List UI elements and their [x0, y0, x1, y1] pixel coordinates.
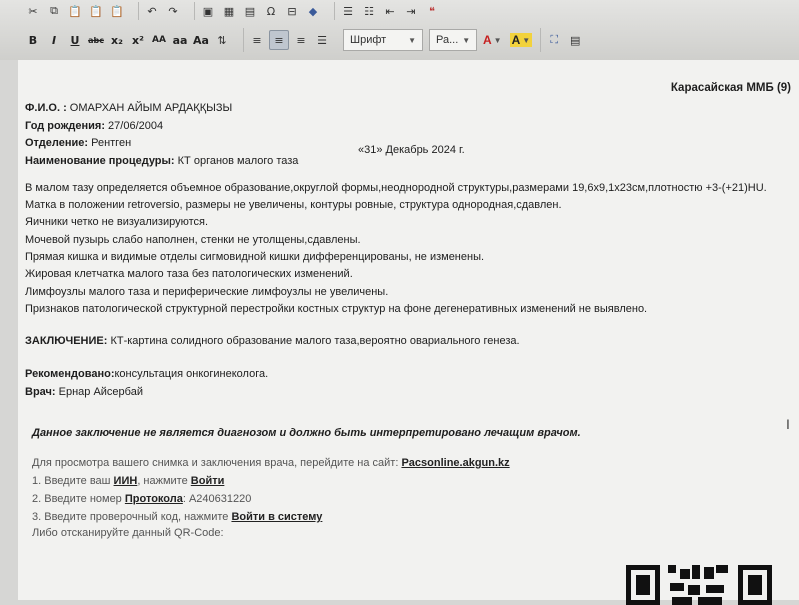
insert-group — [194, 2, 326, 20]
finding-line-6: Жировая клетчатка малого таза без патологических изменений. — [25, 268, 353, 280]
organization-name: Карасайская ММБ (9) — [670, 82, 791, 94]
maximize-icon[interactable]: ⛶ — [550, 33, 559, 46]
finding-line-1: В малом тазу определяется объемное образование,округлой формы,неоднородной структуры,размерами 19,6х9,1х23см,плотностю +3-(+21)HU. — [25, 182, 767, 194]
instruction-step-1 — [32, 475, 224, 487]
disclaimer: Данное заключение не является диагнозом и должно быть интерпретировано лечащим врачом. — [32, 427, 581, 439]
paste-text-icon[interactable]: 📋 — [89, 4, 103, 18]
italic-button[interactable]: I — [51, 33, 57, 47]
procedure-label: Наименование процедуры: — [25, 155, 175, 167]
table-icon[interactable]: ▦ — [223, 4, 235, 18]
patient-label: Ф.И.О. : — [25, 102, 67, 114]
iin-label: ИИН — [113, 475, 138, 487]
instruction-step-2 — [32, 493, 251, 505]
list-group — [334, 2, 445, 20]
finding-line-7: Лимфоузлы малого таза и периферические лимфоузлы не увеличены. — [25, 286, 389, 298]
font-size-value: Ра... — [436, 34, 459, 46]
patient-line — [25, 102, 232, 114]
bold-button[interactable]: B — [28, 33, 38, 47]
clipboard-group — [20, 2, 130, 20]
superscript-button[interactable]: x² — [132, 33, 144, 47]
toolbar-row-1 — [20, 2, 453, 20]
toolbar-row-2 — [20, 28, 596, 52]
underline-button[interactable]: U — [70, 33, 80, 47]
bulleted-list-icon[interactable]: ☷ — [364, 4, 374, 18]
finding-line-5: Прямая кишка и видимые отделы сигмовидной кишки дифференцированы, не изменены. — [25, 251, 485, 263]
horizontal-rule-icon[interactable]: ▤ — [244, 4, 256, 18]
recommendation-label: Рекомендовано: — [25, 368, 115, 380]
paste-icon[interactable]: 📋 — [68, 4, 82, 18]
report-date: «31» Декабрь 2024 г. — [358, 144, 465, 156]
qr-code — [626, 565, 776, 605]
text-color-label: A — [483, 33, 492, 47]
uppercase-button[interactable]: AA — [152, 35, 166, 45]
login-link[interactable]: Войти — [190, 475, 225, 487]
department-line — [25, 137, 131, 149]
finding-line-2: Матка в положении retroversio, размеры не увеличены, контуры ровные, структура однородная,сдавлен. — [25, 199, 562, 211]
copy-icon[interactable]: ⧉ — [50, 4, 58, 17]
step2-text: 2. Введите номер — [32, 493, 125, 505]
conclusion-line — [25, 335, 520, 347]
patient-value: ОМАРХАН АЙЫМ АРДАҚҚЫЗЫ — [66, 102, 233, 114]
align-group — [243, 28, 335, 52]
capitalize-button[interactable]: Aa — [193, 33, 209, 47]
numbered-list-icon[interactable]: ☰ — [343, 4, 353, 18]
align-left-icon[interactable]: ≡ — [252, 33, 262, 47]
editor-toolbar — [0, 0, 799, 60]
step3-text: 3. Введите проверочный код, нажмите — [32, 511, 232, 523]
cut-icon[interactable]: ✂ — [28, 4, 38, 18]
align-justify-icon[interactable]: ☰ — [317, 33, 327, 47]
undo-icon[interactable]: ↶ — [147, 4, 157, 18]
indent-icon[interactable]: ⇥ — [406, 4, 416, 18]
doctor-label: Врач: — [25, 386, 56, 398]
format-group — [20, 28, 235, 52]
step1-text: 1. Введите ваш — [32, 475, 114, 487]
intro-text: Для просмотра вашего снимка и заключения врача, перейдите на сайт: — [32, 457, 402, 469]
protocol-number: : A240631220 — [182, 493, 252, 505]
protocol-link[interactable]: Протокола — [124, 493, 183, 505]
page-break-icon[interactable]: ⊟ — [287, 4, 297, 18]
doctor-value: Ернар Айсербай — [55, 386, 143, 398]
tools-group — [540, 28, 588, 52]
lowercase-button[interactable]: aa — [172, 33, 188, 47]
bg-color-button[interactable] — [510, 33, 533, 47]
align-center-icon[interactable]: ≡ — [269, 30, 289, 50]
redo-icon[interactable]: ↷ — [168, 4, 178, 18]
birth-value: 27/06/2004 — [104, 120, 164, 132]
birth-label: Год рождения: — [25, 120, 105, 132]
special-char-icon[interactable]: Ω — [266, 4, 276, 18]
toggle-case-icon[interactable]: ⇅ — [217, 33, 227, 47]
department-label: Отделение: — [25, 137, 89, 149]
eraser-icon[interactable]: ◆ — [308, 4, 318, 18]
font-family-value: Шрифт — [350, 34, 387, 46]
birth-line — [25, 120, 163, 132]
procedure-value: КТ органов малого таза — [174, 155, 299, 167]
strikethrough-button[interactable]: abc — [88, 35, 104, 45]
chevron-down-icon: ▼ — [522, 35, 531, 45]
procedure-line — [25, 155, 298, 167]
text-color-button[interactable] — [483, 33, 502, 47]
site-link[interactable]: Pacsonline.akgun.kz — [401, 457, 510, 469]
instruction-step-3 — [32, 511, 322, 523]
recommendation-value: консультация онкогинеколога. — [114, 368, 269, 380]
outdent-icon[interactable]: ⇤ — [385, 4, 395, 18]
chevron-down-icon: ▼ — [493, 35, 502, 45]
blockquote-icon[interactable]: ❝ — [429, 4, 435, 18]
instructions-intro — [32, 457, 510, 469]
align-right-icon[interactable]: ≡ — [296, 33, 306, 47]
step1-mid: , нажмите — [137, 475, 191, 487]
finding-line-4: Мочевой пузырь слабо наполнен, стенки не утолщены,сдавлены. — [25, 234, 361, 246]
department-value: Рентген — [88, 137, 132, 149]
chevron-down-icon: ▼ — [462, 35, 471, 45]
font-size-select[interactable] — [429, 29, 477, 51]
subscript-button[interactable]: x₂ — [111, 33, 123, 47]
image-icon[interactable]: ▣ — [202, 4, 214, 18]
system-login-link[interactable]: Войти в систему — [231, 511, 323, 523]
finding-line-3: Яичники четко не визуализируются. — [25, 216, 209, 228]
recommendation-line — [25, 368, 268, 380]
paste-word-icon[interactable]: 📋 — [110, 4, 124, 18]
history-group — [138, 2, 186, 20]
text-cursor-icon: I — [786, 416, 790, 432]
conclusion-label: ЗАКЛЮЧЕНИЕ: — [25, 335, 108, 347]
document-page[interactable] — [18, 60, 799, 600]
preview-icon[interactable]: ▤ — [569, 33, 581, 47]
chevron-down-icon: ▼ — [408, 35, 416, 45]
qr-note: Либо отсканируйте данный QR-Code: — [32, 527, 224, 539]
doctor-line — [25, 386, 143, 398]
bg-color-label: A — [511, 33, 521, 47]
font-family-select[interactable] — [343, 29, 423, 51]
finding-line-8: Признаков патологической структурной перестройки костных структур на фоне дегенеративных изменений не выявлено. — [25, 303, 648, 315]
conclusion-value: КТ-картина солидного образование малого таза,вероятно овариального генеза. — [107, 335, 520, 347]
